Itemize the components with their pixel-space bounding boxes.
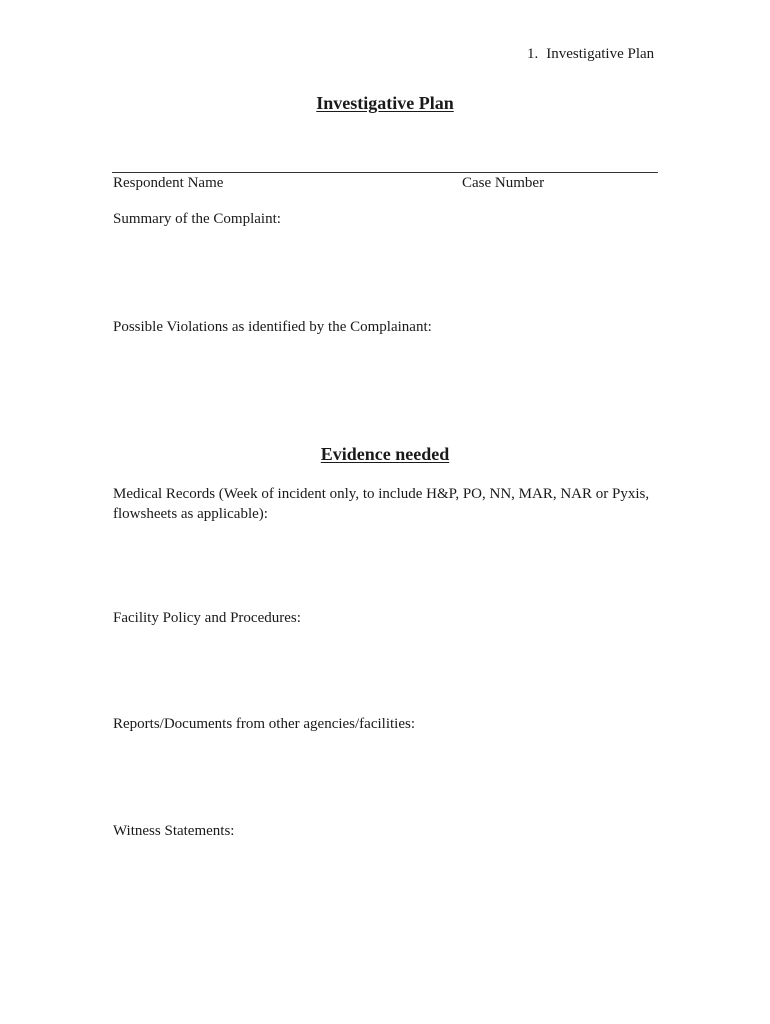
page-header-reference: [527, 46, 654, 63]
possible-violations-label: Possible Violations as identified by the Complainant:: [113, 319, 432, 335]
reports-documents-label: Reports/Documents from other agencies/facilities:: [113, 716, 415, 732]
facility-policy-label: Facility Policy and Procedures:: [113, 610, 301, 626]
medical-records-label: Medical Records (Week of incident only, to include H&P, PO, NN, MAR, NAR or Pyxis, flowsheets as applicable):: [113, 486, 650, 522]
evidence-heading: Evidence needed: [320, 444, 450, 464]
document-title: Investigative Plan: [316, 93, 454, 113]
header-number: 1.: [527, 46, 539, 62]
case-number-label: Case Number: [462, 175, 545, 191]
header-label: Investigative Plan: [546, 46, 655, 62]
complaint-summary-label: Summary of the Complaint:: [113, 211, 281, 227]
respondent-name-label: Respondent Name: [113, 175, 224, 191]
signature-rule: [112, 172, 658, 173]
witness-statements-label: Witness Statements:: [113, 823, 235, 839]
